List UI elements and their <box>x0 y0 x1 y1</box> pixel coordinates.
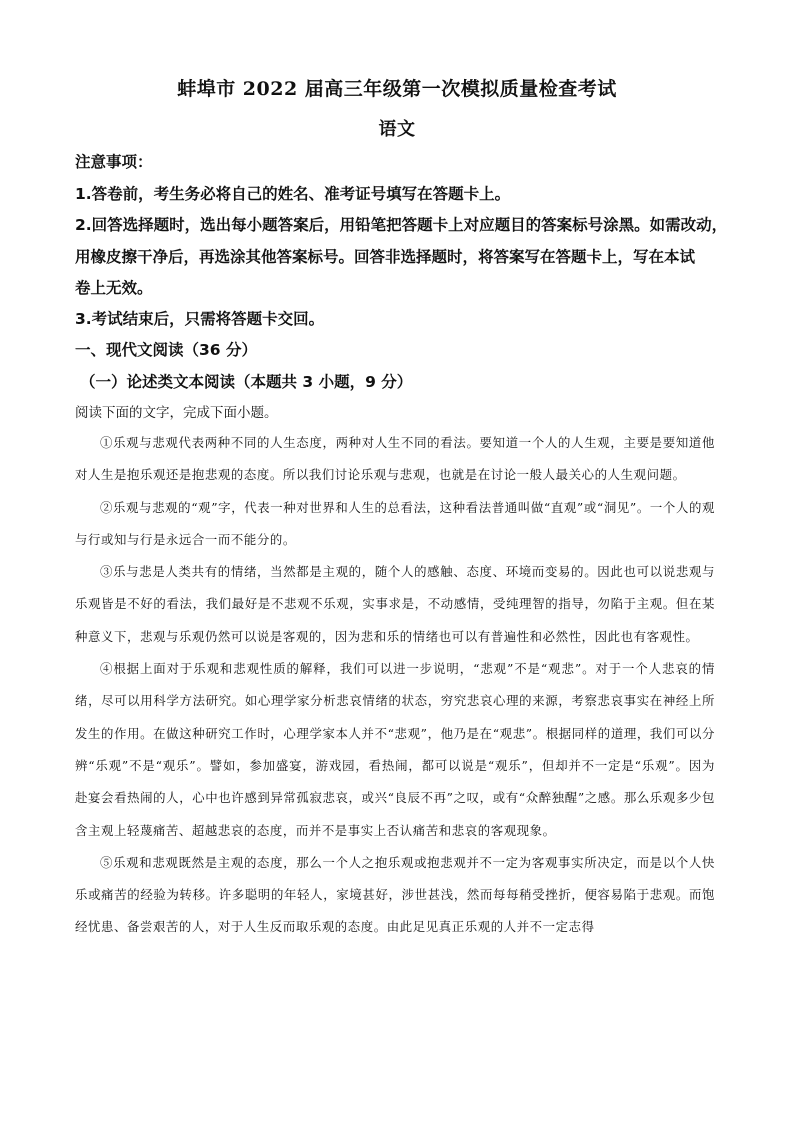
notice-item-2-line-2: 用橡皮擦干净后，再选涂其他答案标号。回答非选择题时，将答案写在答题卡上，写在本试 <box>75 248 696 266</box>
section-title: 一、现代文阅读（36 分） <box>75 341 257 359</box>
paragraph-2: ②乐观与悲观的“观”字，代表一种对世界和人生的总看法，这种看法普通叫做“直观”或“洞见”。一个人的观与行或知与行是永远合一而不能分的。 <box>75 499 715 547</box>
notice-item-3: 3.考试结束后，只需将答题卡交回。 <box>75 310 325 328</box>
notice-item-1: 1.答卷前，考生务必将自己的姓名、准考证号填写在答题卡上。 <box>75 185 511 203</box>
exam-title: 蚌埠市 2022 届高三年级第一次模拟质量检查考试 <box>177 78 617 100</box>
notice-item-2-line-1: 2.回答选择题时，选出每小题答案后，用铅笔把答题卡上对应题目的答案标号涂黑。如需改动， <box>75 216 728 234</box>
paragraph-4: ④根据上面对于乐观和悲观性质的解释，我们可以进一步说明，“悲观”不是“观悲”。对于一个人悲哀的情绪，尽可以用科学方法研究。如心理学家分析悲哀情绪的状态，穷究悲哀心理的来源，考察悲哀事实在神经上所发生的作用。在做这种研究工作时，心理学家本人并不“悲观”，他乃是在“观悲”。根据同样的道理，我们可以分辨“乐观”不是“观乐”。譬如，参加盛宴，游戏园，看热闹，都可以说是“观乐”，但却并不一定是“乐观”。因为赴宴会看热闹的人，心中也许感到异常孤寂悲哀，或兴“良辰不再”之叹，或有“众醉独醒”之感。那么乐观多少包含主观上轻蔑痛苦、超越悲哀的态度，而并不是事实上否认痛苦和悲哀的客观现象。 <box>75 661 715 838</box>
notice-heading: 注意事项： <box>75 153 153 171</box>
reading-passage <box>75 427 715 944</box>
paragraph-5: ⑤乐观和悲观既然是主观的态度，那么一个人之抱乐观或抱悲观并不一定为客观事实所决定，而是以个人快乐或痛苦的经验为转移。许多聪明的年轻人，家境甚好，涉世甚浅，然而每每稍受挫折，便容易陷于悲观。而饱经忧患、备尝艰苦的人，对于人生反而取乐观的态度。由此足见真正乐观的人并不一定志得 <box>75 854 715 935</box>
paragraph-3: ③乐与悲是人类共有的情绪，当然都是主观的，随个人的感触、态度、环境而变易的。因此也可以说悲观与乐观皆是不好的看法，我们最好是不悲观不乐观，实事求是，不动感情，受纯理智的指导，勿陷于主观。但在某种意义下，悲观与乐观仍然可以说是客观的，因为悲和乐的情绪也可以有普遍性和必然性，因此也有客观性。 <box>75 564 715 644</box>
paragraph-1: ①乐观与悲观代表两种不同的人生态度，两种对人生不同的看法。要知道一个人的人生观，主要是要知道他对人生是抱乐观还是抱悲观的态度。所以我们讨论乐观与悲观，也就是在讨论一般人最关心的人生观问题。 <box>75 435 715 483</box>
section-subtitle: （一）论述类文本阅读（本题共 3 小题，9 分） <box>80 373 413 391</box>
reading-instruction: 阅读下面的文字，完成下面小题。 <box>75 405 278 421</box>
subject-title: 语文 <box>378 119 416 140</box>
notice-item-2-line-3: 卷上无效。 <box>75 279 153 297</box>
